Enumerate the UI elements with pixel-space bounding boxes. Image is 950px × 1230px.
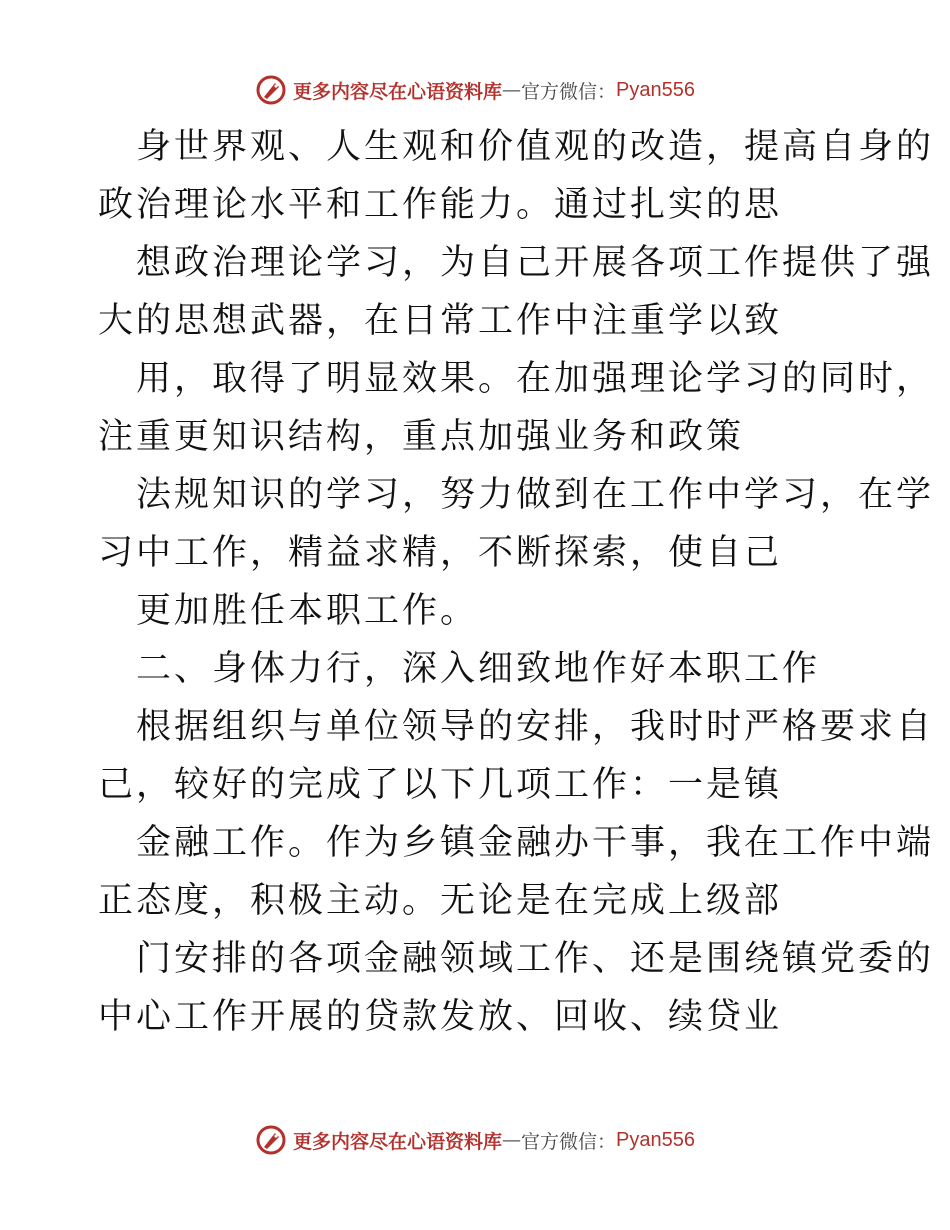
watermark-separator: — bbox=[502, 79, 522, 101]
watermark-brand-text: 更多内容尽在心语资料库 bbox=[293, 80, 503, 103]
body-line: 门安排的各项金融领域工作、还是围绕镇党委的 bbox=[136, 939, 935, 979]
body-line: 金融工作。作为乡镇金融办干事，我在工作中端 bbox=[136, 823, 935, 863]
pen-nib-logo-icon bbox=[255, 74, 287, 106]
watermark-separator: — bbox=[502, 1129, 522, 1151]
body-line: 用，取得了明显效果。在加强理论学习的同时， bbox=[136, 359, 935, 399]
body-line: 政治理论水平和工作能力。通过扎实的思 bbox=[98, 185, 783, 225]
body-line: 根据组织与单位领导的安排，我时时严格要求自 bbox=[136, 707, 935, 747]
body-line: 中心工作开展的贷款发放、回收、续贷业 bbox=[98, 997, 783, 1037]
watermark-contact-label: 官方微信： bbox=[521, 80, 617, 103]
body-line: 习中工作，精益求精，不断探索，使自己 bbox=[98, 533, 783, 573]
watermark-contact-label: 官方微信： bbox=[521, 1130, 617, 1153]
body-line: 想政治理论学习，为自己开展各项工作提供了强 bbox=[136, 243, 935, 283]
pen-nib-logo-icon bbox=[255, 1124, 287, 1156]
page-header-watermark bbox=[0, 70, 950, 110]
body-line: 正态度，积极主动。无论是在完成上级部 bbox=[98, 881, 783, 921]
body-line: 己，较好的完成了以下几项工作：一是镇 bbox=[98, 765, 783, 805]
body-line: 注重更知识结构，重点加强业务和政策 bbox=[98, 417, 745, 457]
watermark-contact-id: Pyan556 bbox=[616, 1128, 695, 1151]
section-heading: 二、身体力行，深入细致地作好本职工作 bbox=[136, 649, 821, 689]
body-line: 身世界观、人生观和价值观的改造，提高自身的 bbox=[136, 127, 935, 167]
body-line: 大的思想武器，在日常工作中注重学以致 bbox=[98, 301, 783, 341]
body-line: 法规知识的学习，努力做到在工作中学习，在学 bbox=[136, 475, 935, 515]
watermark-brand-text: 更多内容尽在心语资料库 bbox=[293, 1130, 503, 1153]
page-footer-watermark bbox=[0, 1120, 950, 1160]
watermark-contact-id: Pyan556 bbox=[616, 78, 695, 101]
body-line: 更加胜任本职工作。 bbox=[136, 591, 479, 631]
